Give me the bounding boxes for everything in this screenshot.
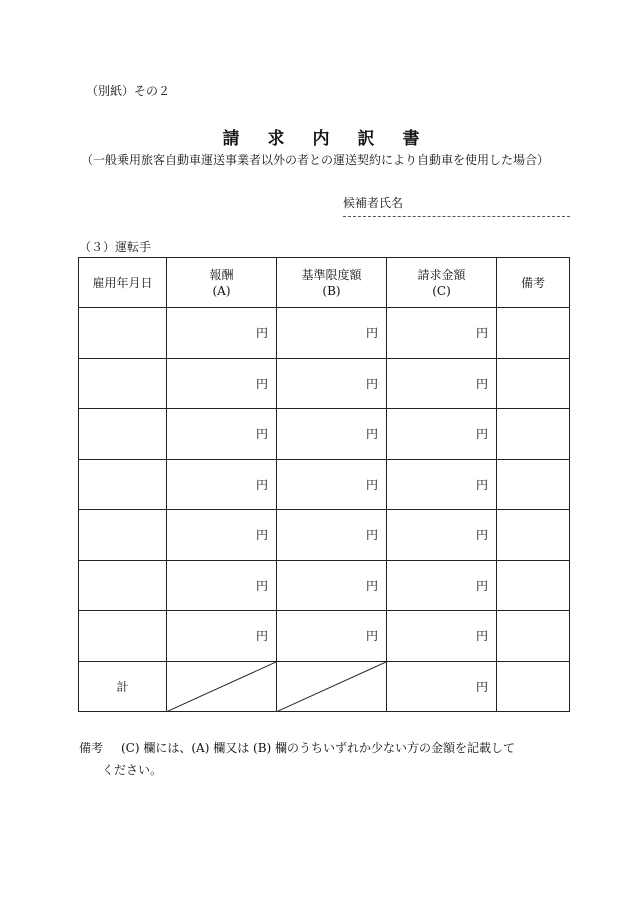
candidate-name-label: 候補者氏名 (343, 196, 404, 210)
standard-limit-cell[interactable] (277, 611, 387, 662)
yen-unit: 円 (365, 528, 378, 543)
yen-unit: 円 (365, 326, 378, 341)
claim-amount-total-cell[interactable] (387, 661, 497, 712)
date-cell[interactable] (79, 308, 167, 359)
col-label: 基準限度額 (301, 267, 362, 282)
section-heading: （３）運転手 (79, 240, 152, 254)
yen-unit: 円 (255, 477, 268, 492)
claim-amount-cell[interactable] (387, 409, 497, 460)
remuneration-cell[interactable] (167, 510, 277, 561)
remarks-note (79, 737, 579, 781)
table-header-row (79, 258, 570, 308)
yen-unit: 円 (365, 578, 378, 593)
remuneration-cell[interactable] (167, 459, 277, 510)
yen-unit: 円 (365, 629, 378, 644)
remarks-cell[interactable] (497, 308, 570, 359)
claim-amount-cell[interactable] (387, 308, 497, 359)
diagonal-strike (277, 662, 386, 712)
standard-limit-total-na (277, 661, 387, 712)
remarks-cell[interactable] (497, 560, 570, 611)
yen-unit: 円 (475, 376, 488, 391)
remuneration-cell[interactable] (167, 611, 277, 662)
table-row (79, 510, 570, 561)
yen-unit: 円 (255, 427, 268, 442)
yen-unit: 円 (475, 528, 488, 543)
yen-unit: 円 (475, 326, 488, 341)
yen-unit: 円 (365, 427, 378, 442)
attachment-label: （別紙）その２ (86, 84, 171, 98)
col-header-remuneration (167, 258, 277, 308)
remuneration-cell[interactable] (167, 560, 277, 611)
claim-breakdown-table (78, 257, 570, 712)
table-row (79, 560, 570, 611)
remuneration-cell[interactable] (167, 308, 277, 359)
diagonal-strike (167, 662, 276, 712)
col-header-employment-date (79, 258, 167, 308)
standard-limit-cell[interactable] (277, 459, 387, 510)
remuneration-cell[interactable] (167, 358, 277, 409)
claim-amount-cell[interactable] (387, 510, 497, 561)
date-cell[interactable] (79, 510, 167, 561)
claim-amount-cell[interactable] (387, 611, 497, 662)
total-label: 計 (79, 661, 167, 712)
date-cell[interactable] (79, 560, 167, 611)
remarks-cell[interactable] (497, 409, 570, 460)
standard-limit-cell[interactable] (277, 510, 387, 561)
remarks-total-cell[interactable] (497, 661, 570, 712)
yen-unit: 円 (255, 326, 268, 341)
claim-amount-cell[interactable] (387, 358, 497, 409)
remuneration-total-na (167, 661, 277, 712)
yen-unit: 円 (255, 376, 268, 391)
col-sub-label: (C) (432, 283, 451, 298)
standard-limit-cell[interactable] (277, 308, 387, 359)
yen-unit: 円 (255, 528, 268, 543)
remarks-cell[interactable] (497, 510, 570, 561)
remarks-cell[interactable] (497, 459, 570, 510)
col-sub-label: (B) (322, 283, 341, 298)
col-label: 雇用年月日 (92, 275, 153, 290)
total-row (79, 661, 570, 712)
yen-unit: 円 (475, 629, 488, 644)
col-header-standard-limit (277, 258, 387, 308)
yen-unit: 円 (475, 427, 488, 442)
col-label: 報酬 (209, 267, 234, 282)
remarks-cell[interactable] (497, 611, 570, 662)
date-cell[interactable] (79, 409, 167, 460)
claim-amount-cell[interactable] (387, 459, 497, 510)
remarks-label: 備考 (79, 741, 104, 755)
yen-unit: 円 (255, 578, 268, 593)
table-row (79, 358, 570, 409)
remarks-cell[interactable] (497, 358, 570, 409)
table-row (79, 459, 570, 510)
standard-limit-cell[interactable] (277, 358, 387, 409)
table-row (79, 409, 570, 460)
yen-unit: 円 (365, 376, 378, 391)
col-label: 請求金額 (417, 267, 466, 282)
remarks-text-line2: ください。 (102, 763, 163, 777)
standard-limit-cell[interactable] (277, 560, 387, 611)
date-cell[interactable] (79, 611, 167, 662)
standard-limit-cell[interactable] (277, 409, 387, 460)
yen-unit: 円 (365, 477, 378, 492)
table-row (79, 611, 570, 662)
table-row (79, 308, 570, 359)
col-header-claim-amount (387, 258, 497, 308)
date-cell[interactable] (79, 459, 167, 510)
col-label: 備考 (520, 275, 545, 290)
yen-unit: 円 (475, 679, 488, 694)
page-subtitle: （一般乗用旅客自動車運送事業者以外の者との運送契約により自動車を使用した場合） (80, 153, 549, 167)
yen-unit: 円 (255, 629, 268, 644)
page-title: 請求内訳書 (222, 129, 448, 149)
candidate-name-field[interactable] (343, 216, 570, 217)
claim-amount-cell[interactable] (387, 560, 497, 611)
yen-unit: 円 (475, 578, 488, 593)
col-sub-label: (A) (212, 283, 231, 298)
yen-unit: 円 (475, 477, 488, 492)
remuneration-cell[interactable] (167, 409, 277, 460)
date-cell[interactable] (79, 358, 167, 409)
remarks-text-line1: (C) 欄には、(A) 欄又は (B) 欄のうちいずれか少ない方の金額を記載して (121, 741, 516, 755)
col-header-remarks (497, 258, 570, 308)
